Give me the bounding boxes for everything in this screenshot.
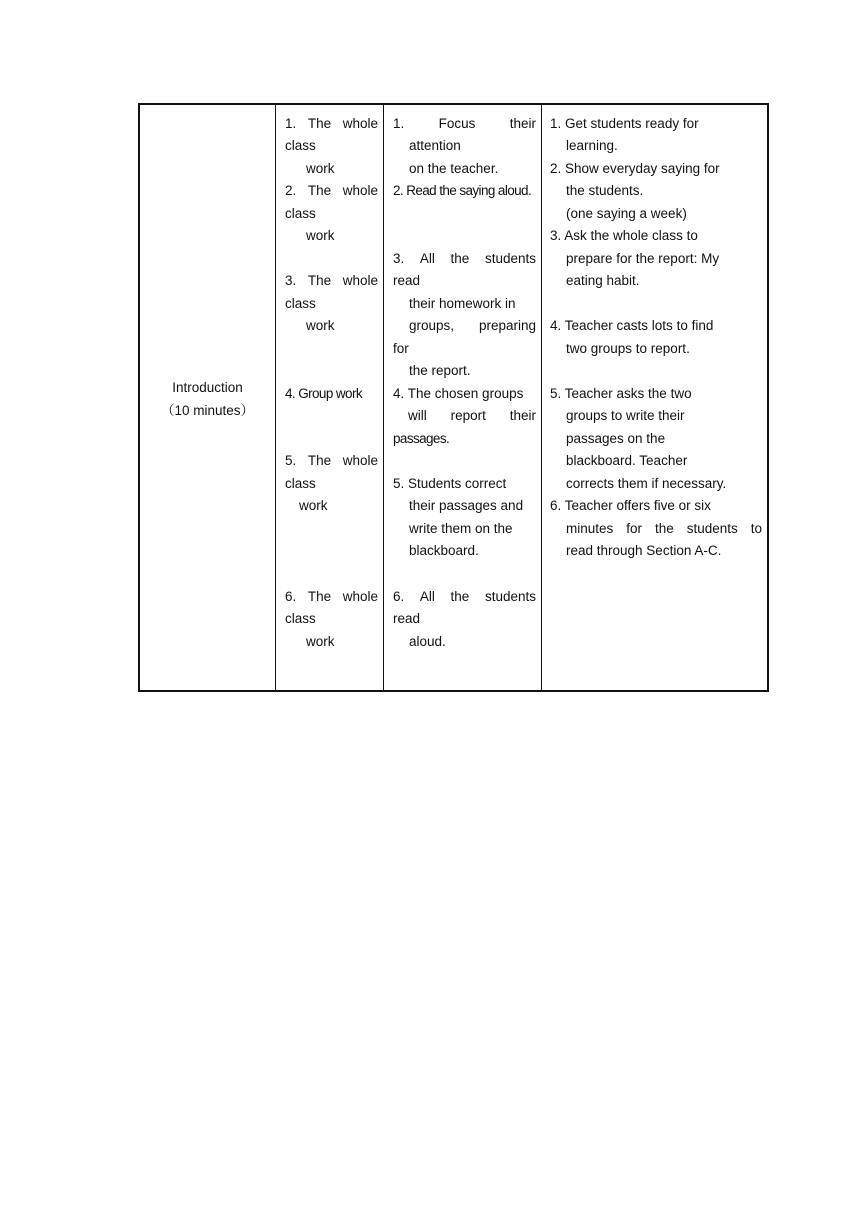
student-activity-line: 6. All the students: [393, 589, 536, 604]
teacher-activity-line: the students.: [566, 183, 644, 198]
student-activity-line: read: [393, 273, 421, 288]
activity-form-line: class: [285, 296, 316, 311]
student-activity-line: write them on the: [409, 521, 513, 536]
student-activity-line: blackboard.: [409, 543, 479, 558]
activity-form-line: work: [306, 161, 335, 176]
column-divider: [541, 105, 542, 690]
student-activity-line: 3. All the students: [393, 251, 536, 266]
activity-form-line: work: [299, 498, 328, 513]
student-activity-line: aloud.: [409, 634, 446, 649]
student-activity-line: groups, preparing: [409, 318, 536, 333]
activity-form-line: 3. The whole: [285, 273, 378, 288]
student-activity-line: 5. Students correct: [393, 476, 507, 491]
activity-form-line: 5. The whole: [285, 453, 378, 468]
activity-form-line: work: [306, 634, 335, 649]
student-activity-line: read: [393, 611, 421, 626]
student-activity-line: attention: [409, 138, 461, 153]
teacher-activity-line: blackboard. Teacher: [566, 453, 688, 468]
teacher-activity-line: eating habit.: [566, 273, 640, 288]
teacher-activity-line: 5. Teacher asks the two: [550, 386, 692, 401]
student-activity-line: on the teacher.: [409, 161, 499, 176]
activity-form-line: class: [285, 138, 316, 153]
teacher-activity-line: corrects them if necessary.: [566, 476, 727, 491]
student-activity-line: their passages and: [409, 498, 524, 513]
teacher-activity-line: read through Section A-C.: [566, 543, 722, 558]
teacher-activity-line: 3. Ask the whole class to: [550, 228, 698, 243]
activity-form-line: 1. The whole: [285, 116, 378, 131]
student-activity-line: will report their: [408, 408, 536, 423]
teacher-activity-line: groups to write their: [566, 408, 685, 423]
activity-form-line: class: [285, 206, 316, 221]
teacher-activity-line: 4. Teacher casts lots to find: [550, 318, 714, 333]
activity-form-line: 6. The whole: [285, 589, 378, 604]
teacher-activity-line: (one saying a week): [566, 206, 687, 221]
teacher-activity-line: 1. Get students ready for: [550, 116, 699, 131]
lesson-plan-table: [138, 103, 769, 692]
activity-form-line: class: [285, 611, 316, 626]
teacher-activity-line: prepare for the report: My: [566, 251, 720, 266]
student-activity-line: the report.: [409, 363, 471, 378]
student-activity-line: their homework in: [409, 296, 516, 311]
activity-form-line: work: [306, 228, 335, 243]
activity-form-line: 4. Group work: [285, 386, 362, 401]
teacher-activity-line: minutes for the students to: [566, 521, 762, 536]
student-activity-line: 1. Focus their: [393, 116, 536, 131]
student-activity-line: passages.: [393, 431, 450, 446]
column-divider: [275, 105, 276, 690]
activity-form-line: class: [285, 476, 316, 491]
teacher-activity-line: 2. Show everyday saying for: [550, 161, 720, 176]
teacher-activity-line: learning.: [566, 138, 618, 153]
student-activity-line: 2. Read the saying aloud.: [393, 183, 532, 198]
stage-duration: （10 minutes）: [160, 403, 255, 418]
teacher-activity-line: two groups to report.: [566, 341, 690, 356]
student-activity-line: 4. The chosen groups: [393, 386, 524, 401]
teacher-activity-line: passages on the: [566, 431, 666, 446]
activity-form-line: 2. The whole: [285, 183, 378, 198]
column-divider: [383, 105, 384, 690]
student-activity-line: for: [393, 341, 409, 356]
teacher-activity-line: 6. Teacher offers five or six: [550, 498, 711, 513]
stage-name: Introduction: [172, 380, 243, 395]
activity-form-line: work: [306, 318, 335, 333]
